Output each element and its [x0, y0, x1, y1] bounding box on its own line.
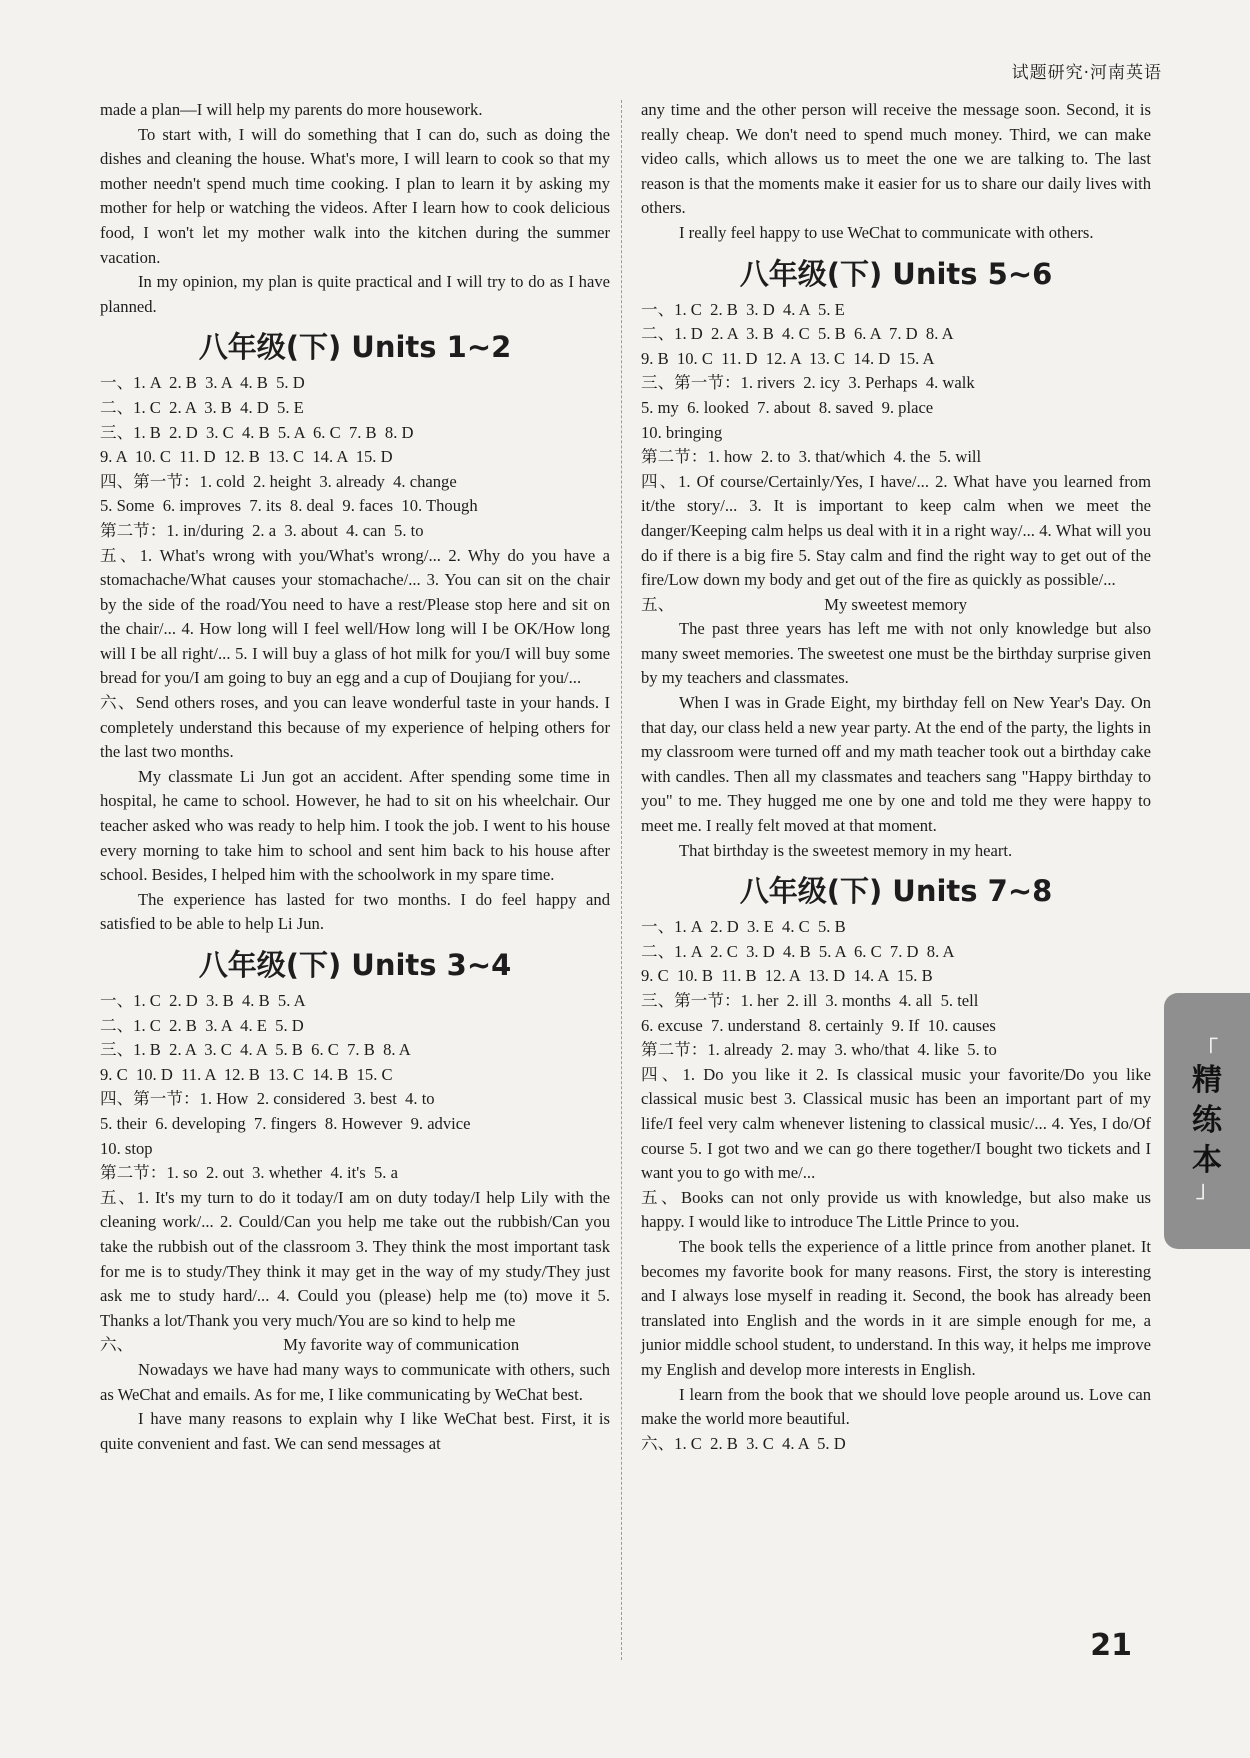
essay-paragraph: That birthday is the sweetest memory in my heart.: [679, 840, 1013, 860]
answer-line: 第二节：1. in/during 2. a 3. about 4. can 5. to: [100, 520, 424, 540]
page-header: 试题研究·河南英语: [1011, 63, 1162, 83]
answer-line: 第二节：1. how 2. to 3. that/which 4. the 5. will: [641, 447, 982, 467]
essay-paragraph: any time and the other person will receive the message soon. Second, it is really cheap. We don't need to spend much money. Third, we can make video calls, which allows us to meet the one we are talking to. The last reason is that the moments make it easier for us to share our daily lives with others.: [641, 100, 1151, 218]
essay-paragraph: The past three years has left me with not only knowledge but also many sweet memories. The sweetest one must be the birthday surprise given by my teachers and classmates.: [641, 619, 1151, 688]
answer-line: 5. my 6. looked 7. about 8. saved 9. place: [641, 397, 934, 417]
essay-title-row: [641, 593, 1151, 618]
answer-line: 三、1. B 2. A 3. C 4. A 5. B 6. C 7. B 8. A: [100, 1040, 411, 1060]
answer-line: 一、1. C 2. B 3. D 4. A 5. E: [641, 299, 845, 319]
bracket-top: 「: [1195, 1038, 1218, 1063]
answer-line: 四、第一节：1. How 2. considered 3. best 4. to: [100, 1089, 435, 1109]
answer-line: 9. A 10. C 11. D 12. B 13. C 14. A 15. D: [100, 447, 393, 467]
answer-line: 一、1. A 2. B 3. A 4. B 5. D: [100, 373, 305, 393]
essay-paragraph: The book tells the experience of a little prince from another planet. It becomes my favorite book for many reasons. First, the story is interesting and I always lose myself in reading it. Second, the book has already been translated into English and the words in it are simple enough for me, a junior middle school student, to understand. In this way, it helps me improve my English and develop more interests in English.: [641, 1236, 1151, 1379]
answer-line: 三、1. B 2. D 3. C 4. B 5. A 6. C 7. B 8. D: [100, 422, 414, 442]
essay-paragraph: Nowadays we have had many ways to communicate with others, such as WeChat and emails. As for me, I like communicating by WeChat best.: [100, 1359, 610, 1404]
answer-line: 三、第一节：1. her 2. ill 3. months 4. all 5. tell: [641, 991, 979, 1010]
answer-paragraph: 五、Books can not only provide us with knowledge, but also make us happy. I would like to introduce The Little Prince to you.: [641, 1187, 1151, 1232]
answer-line: 第二节：1. already 2. may 3. who/that 4. like 5. to: [641, 1040, 997, 1060]
answer-paragraph: 四、1. Do you like it 2. Is classical music your favorite/Do you like classical music best 3. Classical music has been an important part of my life/I feel very calm whenever listening to classical music/... 4. Yes, I do/Of course 5. I got two and we can go there together/I bought two tickets and I want you to go with me/...: [641, 1064, 1151, 1183]
side-tab-label: 精练本: [1192, 1063, 1222, 1178]
answer-line: 三、第一节：1. rivers 2. icy 3. Perhaps 4. walk: [641, 373, 975, 393]
answer-paragraph: 五、1. What's wrong with you/What's wrong/... 2. Why do you have a stomachache/What causes your stomachache/... 3. You can sit on the chair by the side of the road/You need to have a rest/Please stop here and sit on the chair/... 4. How long will I feel well/How long will I be OK/How long will I be all right/... 5. I will buy a glass of hot milk for you/I will buy some bread for you/I am going to buy an egg and a cup of Doujiang for you/...: [100, 545, 610, 688]
answer-line: 10. stop: [100, 1138, 153, 1158]
essay-paragraph: The experience has lasted for two months. I do feel happy and satisfied to be able to help Li Jun.: [100, 889, 610, 934]
essay-paragraph: I learn from the book that we should love people around us. Love can make the world more beautiful.: [641, 1384, 1151, 1429]
answer-paragraph: 六、Send others roses, and you can leave wonderful taste in your hands. I completely understand this because of my experience of helping others for the last two months.: [100, 693, 610, 762]
section-title-units-1-2: 八年级(下) Units 1~2: [198, 330, 512, 365]
section-title-units-3-4: 八年级(下) Units 3~4: [198, 948, 512, 982]
right-column: [641, 98, 1151, 1456]
essay-paragraph: My classmate Li Jun got an accident. After spending some time in hospital, he came to school. However, he had to sit on his wheelchair. Our teacher asked who was ready to help him. I took the job. I went to his house every morning to take him to school and sent him back to his house after school. Besides, I helped him with the schoolwork in my spare time.: [100, 766, 610, 885]
answer-line: 5. Some 6. improves 7. its 8. deal 9. faces 10. Though: [100, 496, 478, 516]
essay-paragraph: I have many reasons to explain why I like WeChat best. First, it is quite convenient and fast. We can send messages at: [100, 1409, 610, 1453]
essay-paragraph: made a plan—I will help my parents do more housework.: [100, 100, 483, 119]
answer-line: 二、1. D 2. A 3. B 4. C 5. B 6. A 7. D 8. A: [641, 324, 954, 344]
essay-paragraph: When I was in Grade Eight, my birthday fell on New Year's Day. On that day, our class held a new year party. At the end of the party, the lights in my classroom were turned off and my math teacher took out a birthday cake with candles. Then all my classmates and teachers sang "Happy birthday to you" to me. They hugged me one by one and told me they were happy to meet me. I really felt moved at that moment.: [641, 693, 1151, 836]
side-tab: [1164, 993, 1250, 1249]
essay-title: My favorite way of communication: [283, 1335, 520, 1355]
left-column: [100, 98, 610, 1456]
answer-line: 二、1. C 2. A 3. B 4. D 5. E: [100, 397, 304, 417]
answer-line: 二、1. A 2. C 3. D 4. B 5. A 6. C 7. D 8. A: [641, 941, 955, 961]
essay-paragraph: In my opinion, my plan is quite practical and I will try to do as I have planned.: [100, 272, 610, 316]
section-title-units-5-6: 八年级(下) Units 5~6: [739, 256, 1053, 291]
column-divider: [621, 100, 622, 1660]
answer-line: 一、1. A 2. D 3. E 4. C 5. B: [641, 917, 846, 937]
answer-paragraph: 五、1. It's my turn to do it today/I am on duty today/I help Lily with the cleaning work/... 2. Could/Can you help me take out the rubbish/Can you take the rubbish out of the classroom 3. They think the most important task for me is to study/They think it may get in the way of my study/They just ask me to study hard/... 4. Could you (please) help me (to) move it 5. Thanks a lot/Thank you very much/You are so kind to help me: [100, 1187, 610, 1330]
essay-paragraph: To start with, I will do something that I can do, such as doing the dishes and cleaning the house. What's more, I will learn to cook so that my mother needn't spend much time cooking. I plan to learn it by asking my mother for help or watching the videos. After I learn how to cook delicious food, I won't let my mother walk into the kitchen during the summer vacation.: [100, 124, 610, 267]
answer-line: 9. C 10. D 11. A 12. B 13. C 14. B 15. C: [100, 1064, 393, 1084]
answer-line: 四、第一节：1. cold 2. height 3. already 4. change: [100, 471, 457, 491]
answer-line: 10. bringing: [641, 422, 723, 442]
answer-line: 二、1. C 2. B 3. A 4. E 5. D: [100, 1015, 304, 1035]
answer-line: 5. their 6. developing 7. fingers 8. However 9. advice: [100, 1113, 471, 1133]
answer-line: 六、1. C 2. B 3. C 4. A 5. D: [641, 1433, 846, 1453]
essay-paragraph: I really feel happy to use WeChat to communicate with others.: [679, 222, 1094, 242]
answer-paragraph: 四、1. Of course/Certainly/Yes, I have/... 2. What have you learned from it/the story/... 3. It is important to keep calm when we meet the danger/Keeping calm helps us deal with it in a right way/... 4. What will you do if there is a big fire 5. Stay calm and find the right way to get out of the fire/Low down my body and get out of the fire as quickly as possible/...: [641, 471, 1151, 590]
essay-title-row: [100, 1333, 610, 1358]
part-label: 六、: [100, 1335, 134, 1355]
bracket-bottom: 」: [1195, 1178, 1218, 1203]
answer-line: 6. excuse 7. understand 8. certainly 9. If 10. causes: [641, 1015, 996, 1035]
page-number: 21: [1090, 1628, 1132, 1663]
part-label: 五、: [641, 594, 675, 614]
section-title-units-7-8: 八年级(下) Units 7~8: [739, 874, 1053, 909]
answer-line: 9. C 10. B 11. B 12. A 13. D 14. A 15. B: [641, 966, 933, 986]
answer-line: 一、1. C 2. D 3. B 4. B 5. A: [100, 991, 306, 1010]
answer-line: 第二节：1. so 2. out 3. whether 4. it's 5. a: [100, 1163, 398, 1183]
essay-title: My sweetest memory: [824, 594, 968, 614]
answer-line: 9. B 10. C 11. D 12. A 13. C 14. D 15. A: [641, 348, 935, 368]
